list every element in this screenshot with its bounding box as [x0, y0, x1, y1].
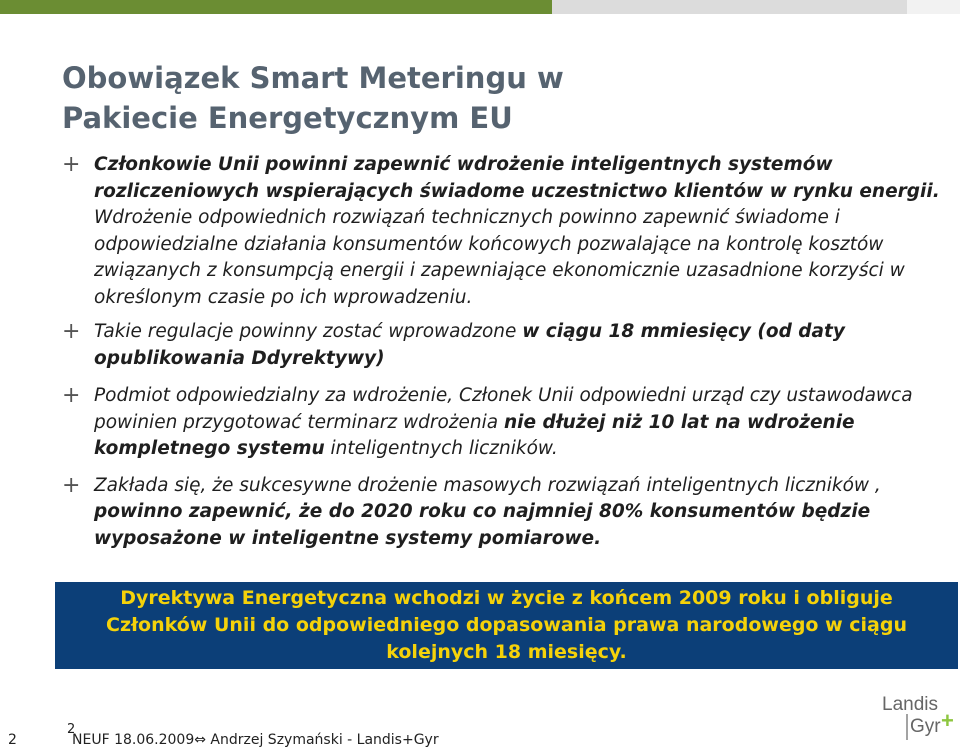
top-bar-segment-green	[0, 0, 552, 14]
bullet-text: Takie regulacje powinny zostać wprowadzone	[94, 321, 523, 342]
logo-line2: Gyr	[910, 716, 941, 737]
footer-text: NEUF 18.06.2009⇔ Andrzej Szymański - Landis+Gyr	[72, 732, 439, 748]
directive-banner-text: Dyrektywa Energetyczna wchodzi w życie z końcem 2009 roku i obliguje Członków Unii do odpowiedniego dopasowania prawa narodowego w ciągu kolejnych 18 miesięcy.	[106, 587, 907, 663]
bullet-bold-text: Członkowie Unii powinni zapewnić wdrożenie inteligentnych systemów rozliczeniowych wspierających świadome uczestnictwo klientów w rynku energii.	[94, 154, 940, 202]
bullet-text: Wdrożenie odpowiednich rozwiązań technicznych powinno zapewnić świadome i odpowiedzialne działania konsumentów końcowych pozwalające na kontrolę kosztów związanych z konsumpcją energii i zapewniające ekonomicznie uzasadnione korzyści w określonym czasie po ich wprowadzeniu.	[94, 207, 905, 308]
bullet-text: Podmiot odpowiedzialny za wdrożenie, Członek Unii odpowiedni urząd czy ustawodawca powinien przygotować terminarz wdrożenia	[94, 385, 913, 433]
bullet-list	[62, 152, 942, 552]
bullet-bold-text: nie dłużej niż 10 lat na wdrożenie kompletnego systemu	[94, 411, 855, 459]
slide-title-line2: Pakiecie Energetycznym EU	[62, 101, 513, 135]
logo-plus-icon: +	[941, 708, 954, 733]
plus-icon: +	[62, 383, 81, 408]
bullet-item	[62, 473, 942, 553]
bullet-bold-text: w ciągu 18 mmiesięcy (od daty opublikowania Ddyrektywy)	[94, 321, 845, 369]
bullet-text: Zakłada się, że sukcesywne drożenie masowych rozwiązań inteligentnych liczników ,	[94, 474, 881, 496]
slide-title	[62, 58, 922, 138]
top-color-bar	[0, 0, 960, 14]
landis-gyr-logo	[880, 688, 952, 744]
top-bar-segment-gray	[552, 0, 907, 14]
slide-title-line1: Obowiązek Smart Meteringu w	[62, 61, 564, 95]
bullet-bold-text: powinno zapewnić, że do 2020 roku co najmniej 80% konsumentów będzie wyposażone w inteligentne systemy pomiarowe.	[94, 501, 871, 549]
top-bar-segment-light	[907, 0, 960, 14]
bullet-item	[62, 319, 942, 372]
logo-line1: Landis	[882, 694, 938, 715]
page-number-small: 2	[67, 722, 76, 737]
bullet-item	[62, 152, 942, 311]
directive-banner	[55, 582, 958, 669]
plus-icon: +	[62, 152, 81, 177]
plus-icon: +	[62, 472, 81, 498]
page-number: 2	[8, 732, 17, 748]
plus-icon: +	[62, 319, 81, 344]
bullet-item	[62, 383, 942, 463]
bullet-text-end: inteligentnych liczników.	[324, 438, 558, 459]
